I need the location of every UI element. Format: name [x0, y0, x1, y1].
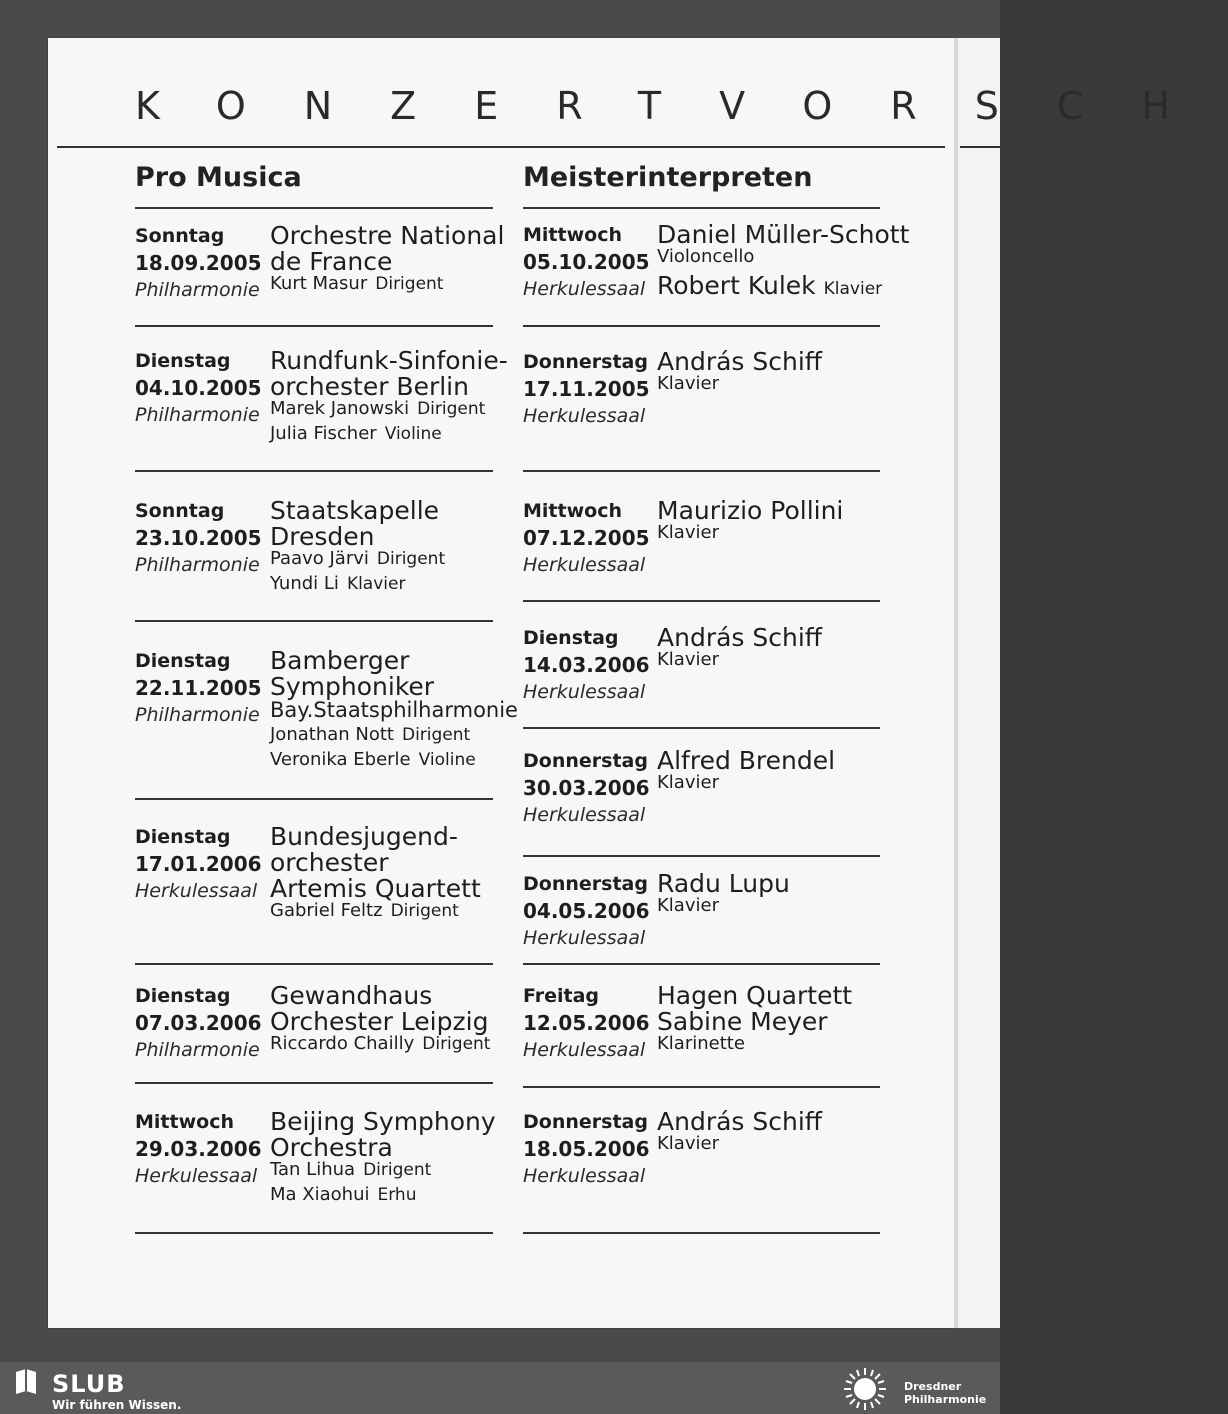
performer-name: Klavier [657, 1133, 719, 1154]
performer-name: Radu Lupu [657, 869, 790, 898]
performer-line [270, 1033, 490, 1054]
performer-name: Dresden [270, 522, 375, 551]
concert-venue: Philharmonie [135, 1039, 260, 1061]
concert-venue: Herkulessaal [523, 278, 646, 300]
concert-day: Donnerstag [523, 351, 648, 373]
concert-venue: Philharmonie [135, 554, 260, 576]
separator-rule [523, 855, 880, 857]
performer-name: Beijing Symphony [270, 1107, 496, 1136]
performer-name: Hagen Quartett [657, 981, 853, 1010]
concert-venue: Herkulessaal [523, 554, 646, 576]
concert-day: Mittwoch [523, 224, 622, 246]
separator-rule [523, 727, 880, 729]
performer-name: Klarinette [657, 1033, 745, 1054]
sun-logo-icon [842, 1366, 888, 1412]
concert-venue: Philharmonie [135, 404, 260, 426]
performer-line [657, 746, 835, 775]
concert-day: Dienstag [135, 826, 231, 848]
performer-line [270, 372, 469, 401]
performer-name: Bay.Staatsphilharmonie [270, 698, 518, 722]
performer-line [270, 672, 434, 701]
performer-line [270, 423, 442, 444]
partner-name-line1: Dresdner [904, 1380, 962, 1393]
concert-date: 07.12.2005 [523, 526, 650, 550]
performer-line [270, 1184, 416, 1205]
performer-line [270, 822, 458, 851]
concert-date: 04.05.2006 [523, 899, 650, 923]
separator-rule [135, 470, 493, 472]
performer-line [657, 1133, 719, 1154]
performer-name: Staatskapelle [270, 496, 440, 525]
performer-line [270, 346, 508, 375]
concert-day: Dienstag [135, 350, 231, 372]
performer-line [657, 522, 719, 543]
concert-venue: Herkulessaal [523, 681, 646, 703]
performer-name: Orchester Leipzig [270, 1007, 489, 1036]
performer-name: Marek Janowski [270, 398, 410, 419]
concert-date: 04.10.2005 [135, 376, 262, 400]
performer-name: András Schiff [657, 623, 823, 652]
separator-rule [523, 207, 880, 209]
page-header-title: KONZERTVORSCH [135, 84, 1228, 128]
concert-day: Donnerstag [523, 1111, 648, 1133]
concert-date: 17.01.2006 [135, 852, 262, 876]
performer-name: Jonathan Nott [270, 724, 394, 745]
performer-name: Ma Xiaohui [270, 1184, 370, 1205]
separator-rule [135, 963, 493, 965]
performer-line [657, 1107, 822, 1136]
separator-rule [523, 600, 880, 602]
performer-role: Klavier [823, 279, 883, 299]
performer-name: Bamberger [270, 646, 410, 675]
concert-venue: Herkulessaal [135, 880, 258, 902]
performer-line [657, 220, 909, 249]
concert-day: Freitag [523, 985, 600, 1007]
performer-name: Riccardo Chailly [270, 1033, 415, 1054]
next-page-edge [958, 38, 1000, 1328]
separator-rule [135, 207, 493, 209]
footer-bar [0, 1362, 1000, 1414]
concert-day: Sonntag [135, 500, 225, 522]
performer-name: Veronika Eberle [270, 749, 411, 770]
concert-day: Dienstag [523, 627, 619, 649]
performer-line [657, 496, 843, 525]
concert-day: Mittwoch [523, 500, 622, 522]
performer-line [270, 573, 405, 594]
performer-line [270, 1107, 496, 1136]
performer-line [270, 1159, 431, 1180]
concert-date: 12.05.2006 [523, 1011, 650, 1035]
partner-name [904, 1380, 986, 1406]
performer-role: Violine [384, 424, 442, 444]
performer-line [270, 900, 459, 921]
performer-name: Violoncello [657, 246, 755, 267]
performer-line [270, 698, 518, 722]
library-tagline: Wir führen Wissen. [52, 1398, 182, 1412]
performer-line [657, 347, 822, 376]
performer-name: Maurizio Pollini [657, 496, 844, 525]
concert-venue: Herkulessaal [523, 1039, 646, 1061]
concert-date: 23.10.2005 [135, 526, 262, 550]
concert-venue: Herkulessaal [523, 1165, 646, 1187]
column-heading-pro-musica: Pro Musica [135, 162, 302, 193]
performer-name: Orchestra [270, 1133, 393, 1162]
performer-role: Violine [418, 750, 476, 770]
concert-day: Donnerstag [523, 750, 648, 772]
concert-date: 18.09.2005 [135, 251, 262, 275]
performer-line [270, 981, 432, 1010]
concert-date: 14.03.2006 [523, 653, 650, 677]
performer-role: Dirigent [422, 1034, 491, 1054]
performer-line [657, 1033, 745, 1054]
concert-date: 29.03.2006 [135, 1137, 262, 1161]
concert-date: 30.03.2006 [523, 776, 650, 800]
concert-venue: Herkulessaal [523, 804, 646, 826]
concert-venue: Herkulessaal [135, 1165, 258, 1187]
performer-line [270, 273, 443, 294]
performer-line [270, 1133, 393, 1162]
concert-venue: Philharmonie [135, 279, 260, 301]
concert-date: 17.11.2005 [523, 377, 650, 401]
performer-name: Kurt Masur [270, 273, 368, 294]
performer-name: Klavier [657, 373, 719, 394]
performer-line [657, 649, 719, 670]
performer-name: Rundfunk-Sinfonie- [270, 346, 508, 375]
separator-rule [135, 1082, 493, 1084]
separator-rule [135, 1232, 493, 1234]
performer-role: Dirigent [363, 1160, 432, 1180]
concert-venue: Philharmonie [135, 704, 260, 726]
performer-line [657, 373, 719, 394]
performer-role: Dirigent [375, 274, 444, 294]
performer-line [657, 895, 719, 916]
performer-name: Klavier [657, 772, 719, 793]
performer-name: Tan Lihua [270, 1159, 356, 1180]
performer-role: Klavier [346, 574, 406, 594]
separator-rule [523, 963, 880, 965]
performer-line [270, 1007, 488, 1036]
performer-role: Dirigent [417, 399, 486, 419]
performer-name: Daniel Müller-Schott [657, 220, 910, 249]
performer-name: Symphoniker [270, 672, 435, 701]
performer-name: orchester Berlin [270, 372, 469, 401]
performer-line [270, 848, 388, 877]
performer-name: Julia Fischer [270, 423, 377, 444]
performer-name: Gewandhaus [270, 981, 433, 1010]
separator-rule [135, 325, 493, 327]
performer-name: orchester [270, 848, 389, 877]
performer-line [270, 522, 374, 551]
performer-line [270, 874, 481, 903]
performer-line [270, 221, 504, 250]
performer-name: de France [270, 247, 393, 276]
partner-name-line2: Philharmonie [904, 1393, 987, 1406]
performer-line [657, 981, 852, 1010]
library-name: SLUB [52, 1370, 126, 1398]
concert-day: Sonntag [135, 225, 225, 247]
performer-line [657, 271, 882, 300]
book-icon [14, 1368, 38, 1396]
column-heading-meisterinterpreten: Meisterinterpreten [523, 162, 813, 193]
performer-role: Dirigent [390, 901, 459, 921]
performer-name: Bundesjugend- [270, 822, 458, 851]
separator-rule [523, 470, 880, 472]
separator-rule [135, 798, 493, 800]
performer-name: Robert Kulek [657, 271, 816, 300]
header-rule [57, 146, 945, 148]
performer-line [270, 646, 409, 675]
performer-line [657, 1007, 828, 1036]
concert-venue: Herkulessaal [523, 927, 646, 949]
concert-date: 22.11.2005 [135, 676, 262, 700]
performer-line [657, 869, 790, 898]
concert-day: Dienstag [135, 650, 231, 672]
performer-line [270, 496, 439, 525]
performer-line [270, 724, 470, 745]
concert-date: 07.03.2006 [135, 1011, 262, 1035]
concert-date: 05.10.2005 [523, 250, 650, 274]
performer-name: András Schiff [657, 347, 823, 376]
separator-rule [523, 1086, 880, 1088]
performer-name: Gabriel Feltz [270, 900, 383, 921]
performer-line [270, 548, 445, 569]
performer-role: Erhu [377, 1185, 417, 1205]
concert-day: Donnerstag [523, 873, 648, 895]
performer-name: András Schiff [657, 1107, 823, 1136]
performer-name: Artemis Quartett [270, 874, 481, 903]
performer-line [657, 246, 754, 267]
performer-name: Klavier [657, 649, 719, 670]
performer-name: Sabine Meyer [657, 1007, 828, 1036]
concert-date: 18.05.2006 [523, 1137, 650, 1161]
performer-name: Alfred Brendel [657, 746, 836, 775]
performer-name: Orchestre National [270, 221, 505, 250]
performer-name: Klavier [657, 895, 719, 916]
performer-line [270, 247, 392, 276]
performer-name: Yundi Li [270, 573, 339, 594]
performer-line [270, 749, 476, 770]
performer-line [657, 772, 719, 793]
separator-rule [523, 325, 880, 327]
performer-name: Paavo Järvi [270, 548, 369, 569]
performer-name: Klavier [657, 522, 719, 543]
concert-day: Dienstag [135, 985, 231, 1007]
performer-line [657, 623, 822, 652]
concert-venue: Herkulessaal [523, 405, 646, 427]
separator-rule [135, 620, 493, 622]
performer-role: Dirigent [401, 725, 471, 745]
performer-line [270, 398, 485, 419]
header-rule-continued [960, 146, 1000, 148]
separator-rule [523, 1232, 880, 1234]
concert-day: Mittwoch [135, 1111, 234, 1133]
performer-role: Dirigent [376, 549, 446, 569]
